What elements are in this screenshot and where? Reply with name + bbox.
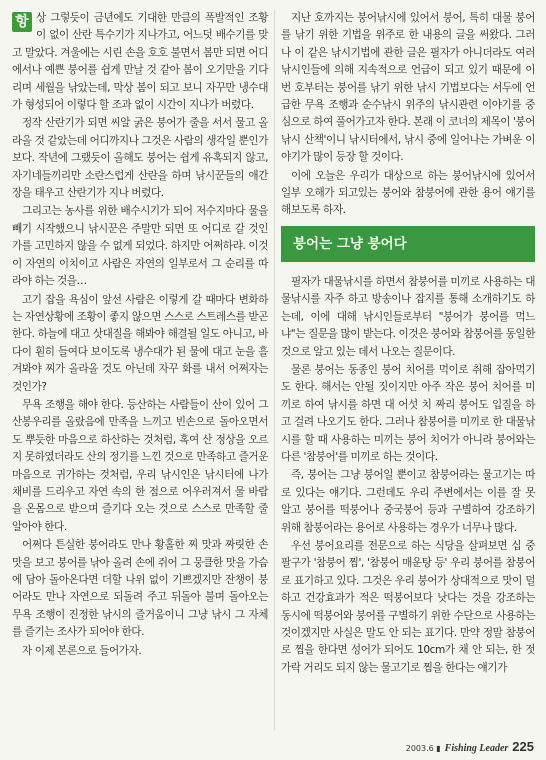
article-paragraph: 우선 붕어요리를 전문으로 하는 식당을 살펴보면 십 중 팔구가 '참붕어 찜', '참붕어 매운탕 등' 우리 붕어를 참붕어로 표기하고 있다. 그것은 우리 붕어가 상대적으로 맛이 덜하고 건강효과가 적은 떡붕어보다 낫다는 것을 강조하는 동시에 떡붕어와 붕어를 구별하기 위한 수단으로 사용하는 것이겠지만 사실은 말도 안 되는 표기다. 만약 정말 참붕어로 찜을 한다면 성어가 되어도 10cm가 채 안 되는, 한 젓가락 거리도 되지 않는 물고기로 찜을 한다는 얘기가 — [281, 539, 535, 674]
page-number: 225 — [512, 739, 534, 754]
right-column — [281, 10, 535, 678]
section-heading: 붕어는 그냥 붕어다 — [281, 226, 535, 262]
page-footer — [406, 739, 534, 754]
article-paragraph: 자 이제 본론으로 들어가자. — [22, 644, 142, 657]
issue-date: 2003.6 ▮ — [405, 744, 441, 753]
article-paragraph: 이에 오늘은 우리가 대상으로 하는 붕어낚시에 있어서 일부 오해가 되고있는 붕어와 참붕어에 관한 용어 얘기를 해보도록 하자. — [281, 169, 535, 217]
article-paragraph: 필자가 대물낚시를 하면서 참붕어를 미끼로 사용하는 대물낚시를 자주 하고 방송이나 잡지를 통해 소개하기도 하는데, 이에 대해 낚시인들로부터 "붕어가 붕어를 먹느냐"는 질문을 많이 받는다. 이것은 붕어와 참붕어를 동일한 것으로 알고 있는 데서 나오는 질문이다. — [281, 275, 535, 358]
magazine-name: Fishing Leader — [444, 743, 509, 754]
article-paragraph: 즉, 붕어는 그냥 붕어일 뿐이고 참붕어라는 물고기는 따로 있다는 얘기다. 그런데도 우리 주변에서는 이를 잘 못 알고 붕어를 떡붕어나 중국붕어 등과 구별하여 강조하기 위해 참붕어라는 용어로 사용하는 경우가 너무나 많다. — [281, 469, 535, 534]
article-paragraph: 정작 산란기가 되면 씨알 굵은 붕어가 줄을 서서 물고 올라올 것 같았는데 어디까지나 그것은 사람의 생각일 뿐인가 보다. 작년에 그랬듯이 올해도 붕어는 쉽게 유혹되지 않고, 자기네들끼리만 소란스럽게 산란을 하며 낚시꾼들의 애간장을 태우고 산란기가 지나 버렸다. — [12, 117, 268, 200]
article-paragraph: 물론 붕어는 동종인 붕어 치어를 먹이로 취해 잡아먹기도 한다. 해서는 안될 짓이지만 아주 작은 붕어 치어를 미끼로 하여 낚시를 하면 대 어섯 치 짜리 붕어도 입질을 하고 걸려 나오기도 한다. 그러나 참붕어를 미끼로 한 대물낚시를 할 때 사용하는 미끼는 붕어 치어가 아니라 붕어와는 다른 '참붕어'를 미끼로 하는 것이다. — [281, 363, 535, 463]
paragraph-text: 상 그렇듯이 금년에도 기대한 만큼의 폭발적인 조황이 없이 산란 특수기가 지나가고, 어느덧 배수기를 맞고 말았다. 겨울에는 시린 손을 호호 불면서 봄만 되면 어디에서나 예쁜 붕어를 쉽게 만날 것 같아 봄이 오기만을 기다리며 세월을 낚았는데, 막상 봄이 되고 보니 자꾸만 냉수대가 형성되어 이렇다 할 조과 없이 시간이 지나가 버렸다. — [12, 12, 268, 112]
article-paragraph: 지난 호까지는 붕어낚시에 있어서 붕어, 특히 대물 붕어를 낚기 위한 기법을 위주로 한 내용의 글을 써왔다. 그러나 이 같은 낚시기법에 관한 글은 필자가 아니더라도 여러 낚시인들에 의해 지속적으로 언급이 되고 있기 때문에 이번 호부터는 붕어를 낚기 위한 낚시 기법보다는 서두에 언급한 무욕 조행과 순수낚시 위주의 낚시관련 이야기를 중심으로 하여 풀어가고자 한다. 본래 이 코너의 제목이 '붕어낚시 산책'이니 낚시터에서, 낚시 중에 일어나는 가벼운 이야기가 많이 등장 할 것이다. — [281, 12, 535, 164]
article-paragraph: 무욕 조행을 해야 한다. 등산하는 사람들이 산이 있어 그 산봉우리를 올랐음에 만족을 느끼고 빈손으로 돌아오면서도 뿌듯한 마음으로 하산하는 것처럼, 혹여 산 정상을 오르지 못하였더라도 산의 정기를 느낀 것으로 만족하고 즐거운 마음으로 귀가하는 것처럼, 우리 낚시인은 낚시터에 나가 채비를 드리우고 자연 속의 한 점으로 어우러져서 물 바람을 온몸으로 받으며 즐기다 오는 것으로 스스로 만족할 줄 알아야 한다. — [12, 398, 268, 533]
column-divider — [274, 10, 275, 730]
article-paragraph: 고기 잡을 욕심이 앞선 사람은 이렇게 갈 때마다 변화하는 자연상황에 조황이 좋지 않으면 스스로 스트레스를 받곤 한다. 하늘에 대고 삿대질을 해봐야 해결될 일도 아니고, 바다이 훤히 들여다 보이도록 냉수대가 된 물에 대고 눈을 흘겨봐야 찌가 올라올 것도 아닌데 자꾸 화를 내서 어쩌자는 것인가? — [12, 293, 268, 393]
left-column — [12, 10, 268, 661]
article-paragraph: 어쩌다 튼실한 붕어라도 만나 황홀한 찌 맛과 짜릿한 손맛을 보고 붕어를 낚아 올려 손에 쥐어 그 뭉클한 맛을 가슴에 담아 돌아온다면 더할 나위 없이 기쁘겠지만 잔챙이 붕어라도 만나 자연으로 되돌려 주고 뒤돌아 불며 돌아오는 무욕 조행이 진정한 낚시의 즐거움이니 그냥 낚시 그 자체를 즐기는 조사가 되어야 한다. — [12, 539, 268, 639]
dropcap: 항 — [12, 12, 32, 32]
article-paragraph — [12, 10, 268, 114]
article-paragraph: 그리고는 농사를 위한 배수시기가 되어 저수지마다 물을 빼기 시작했으니 낚시꾼은 주말만 되면 또 어디로 갈 것인가를 고민하지 않을 수 없게 되었다. 하지만 어쩌하랴. 이것이 자연의 이치이고 사람은 자연의 일부로서 그 순리를 따라야 하는 것을… — [12, 205, 268, 288]
